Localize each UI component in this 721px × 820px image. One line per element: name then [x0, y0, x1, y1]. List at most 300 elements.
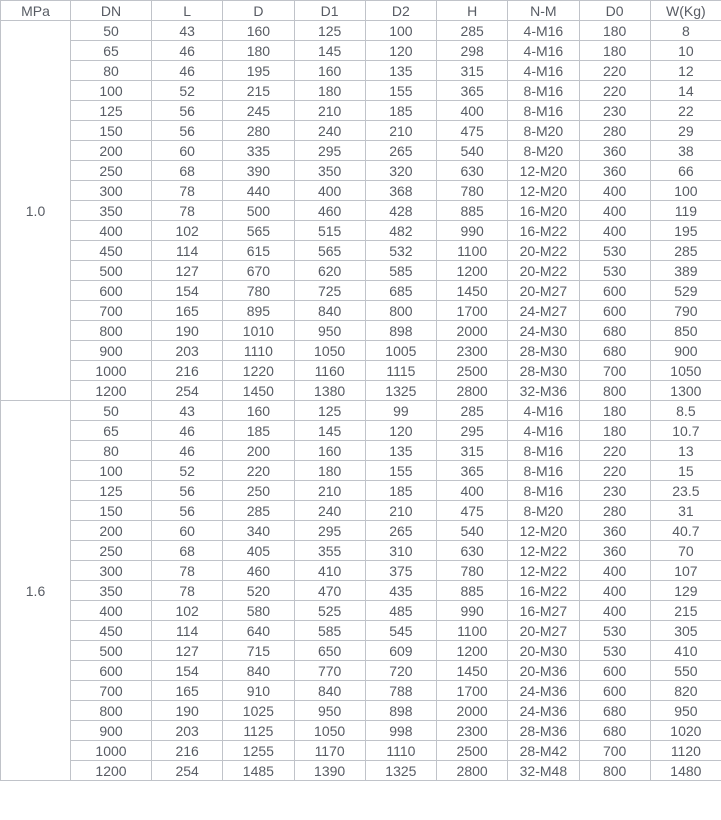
cell: 43	[152, 401, 223, 421]
cell: 8	[650, 21, 721, 41]
cell: 31	[650, 501, 721, 521]
cell: 800	[579, 381, 650, 401]
cell: 700	[579, 741, 650, 761]
cell: 185	[365, 101, 436, 121]
cell: 1005	[365, 341, 436, 361]
cell: 1050	[650, 361, 721, 381]
cell: 280	[579, 501, 650, 521]
cell: 56	[152, 101, 223, 121]
cell: 8-M20	[508, 121, 579, 141]
cell: 220	[579, 461, 650, 481]
cell: 1450	[223, 381, 294, 401]
cell: 950	[294, 321, 365, 341]
cell: 630	[437, 161, 508, 181]
cell: 1110	[365, 741, 436, 761]
cell: 250	[223, 481, 294, 501]
cell: 1000	[71, 361, 152, 381]
cell: 23.5	[650, 481, 721, 501]
cell: 375	[365, 561, 436, 581]
cell: 4-M16	[508, 61, 579, 81]
cell: 4-M16	[508, 401, 579, 421]
cell: 680	[579, 341, 650, 361]
cell: 165	[152, 681, 223, 701]
cell: 46	[152, 421, 223, 441]
cell: 12-M20	[508, 181, 579, 201]
table-row	[1, 761, 721, 781]
cell: 428	[365, 201, 436, 221]
table-row	[1, 521, 721, 541]
cell: 900	[71, 721, 152, 741]
cell: 125	[294, 401, 365, 421]
cell: 102	[152, 221, 223, 241]
cell: 298	[437, 41, 508, 61]
table-row	[1, 121, 721, 141]
cell: 80	[71, 61, 152, 81]
cell: 20-M22	[508, 261, 579, 281]
cell: 20-M27	[508, 621, 579, 641]
cell: 780	[437, 181, 508, 201]
cell: 13	[650, 441, 721, 461]
cell: 8-M16	[508, 101, 579, 121]
cell: 12-M22	[508, 561, 579, 581]
cell: 254	[152, 381, 223, 401]
column-header-nm: N-M	[508, 1, 579, 21]
cell: 210	[294, 101, 365, 121]
cell: 78	[152, 561, 223, 581]
cell: 600	[71, 281, 152, 301]
cell: 285	[437, 21, 508, 41]
cell: 700	[579, 361, 650, 381]
cell: 640	[223, 621, 294, 641]
cell: 160	[223, 21, 294, 41]
cell: 16-M27	[508, 601, 579, 621]
cell: 20-M22	[508, 241, 579, 261]
cell: 180	[579, 421, 650, 441]
cell: 24-M27	[508, 301, 579, 321]
cell: 2500	[437, 741, 508, 761]
table-row	[1, 201, 721, 221]
cell: 680	[579, 721, 650, 741]
table-row	[1, 301, 721, 321]
cell: 1200	[437, 261, 508, 281]
cell: 600	[579, 281, 650, 301]
cell: 1220	[223, 361, 294, 381]
cell: 12-M20	[508, 161, 579, 181]
table-row	[1, 81, 721, 101]
cell: 8-M20	[508, 141, 579, 161]
cell: 56	[152, 481, 223, 501]
cell: 450	[71, 241, 152, 261]
cell: 790	[650, 301, 721, 321]
table-row	[1, 221, 721, 241]
cell: 250	[71, 161, 152, 181]
table-row	[1, 681, 721, 701]
cell: 360	[579, 141, 650, 161]
cell: 840	[294, 301, 365, 321]
cell: 107	[650, 561, 721, 581]
cell: 52	[152, 81, 223, 101]
cell: 390	[223, 161, 294, 181]
cell: 365	[437, 81, 508, 101]
cell: 16-M22	[508, 581, 579, 601]
cell: 265	[365, 141, 436, 161]
cell: 78	[152, 181, 223, 201]
cell: 1125	[223, 721, 294, 741]
cell: 350	[71, 581, 152, 601]
cell: 998	[365, 721, 436, 741]
cell: 2300	[437, 721, 508, 741]
table-row	[1, 661, 721, 681]
cell: 910	[223, 681, 294, 701]
cell: 532	[365, 241, 436, 261]
cell: 700	[71, 301, 152, 321]
cell: 68	[152, 541, 223, 561]
cell: 185	[365, 481, 436, 501]
table-row	[1, 321, 721, 341]
table-row	[1, 341, 721, 361]
table-row	[1, 441, 721, 461]
cell: 1485	[223, 761, 294, 781]
cell: 2800	[437, 381, 508, 401]
cell: 630	[437, 541, 508, 561]
cell: 280	[579, 121, 650, 141]
cell: 12-M22	[508, 541, 579, 561]
cell: 265	[365, 521, 436, 541]
cell: 609	[365, 641, 436, 661]
cell: 529	[650, 281, 721, 301]
cell: 1700	[437, 301, 508, 321]
cell: 200	[71, 521, 152, 541]
cell: 180	[294, 461, 365, 481]
cell: 355	[294, 541, 365, 561]
cell: 410	[294, 561, 365, 581]
column-header-mpa: MPa	[1, 1, 71, 21]
cell: 1110	[223, 341, 294, 361]
cell: 900	[71, 341, 152, 361]
cell: 800	[71, 321, 152, 341]
cell: 1200	[437, 641, 508, 661]
column-header-d1: D1	[294, 1, 365, 21]
cell: 898	[365, 321, 436, 341]
cell: 155	[365, 461, 436, 481]
cell: 12	[650, 61, 721, 81]
cell: 125	[294, 21, 365, 41]
cell: 180	[579, 41, 650, 61]
cell: 2500	[437, 361, 508, 381]
cell: 400	[579, 181, 650, 201]
cell: 1020	[650, 721, 721, 741]
cell: 500	[223, 201, 294, 221]
cell: 10	[650, 41, 721, 61]
cell: 840	[223, 661, 294, 681]
cell: 475	[437, 121, 508, 141]
cell: 600	[71, 661, 152, 681]
cell: 310	[365, 541, 436, 561]
cell: 530	[579, 241, 650, 261]
cell: 119	[650, 201, 721, 221]
cell: 895	[223, 301, 294, 321]
cell: 885	[437, 581, 508, 601]
cell: 500	[71, 261, 152, 281]
cell: 160	[294, 61, 365, 81]
cell: 220	[579, 81, 650, 101]
cell: 28-M36	[508, 721, 579, 741]
column-header-dn: DN	[71, 1, 152, 21]
cell: 1050	[294, 721, 365, 741]
cell: 28-M30	[508, 341, 579, 361]
cell: 102	[152, 601, 223, 621]
cell: 220	[223, 461, 294, 481]
table-row	[1, 41, 721, 61]
cell: 1200	[71, 381, 152, 401]
mpa-group-label: 1.0	[1, 21, 71, 401]
column-header-d: D	[223, 1, 294, 21]
cell: 28-M42	[508, 741, 579, 761]
cell: 180	[579, 401, 650, 421]
table-row	[1, 61, 721, 81]
cell: 475	[437, 501, 508, 521]
cell: 28-M30	[508, 361, 579, 381]
cell: 530	[579, 621, 650, 641]
cell: 440	[223, 181, 294, 201]
table-row	[1, 241, 721, 261]
cell: 335	[223, 141, 294, 161]
cell: 127	[152, 261, 223, 281]
cell: 66	[650, 161, 721, 181]
cell: 46	[152, 41, 223, 61]
table-row	[1, 381, 721, 401]
cell: 14	[650, 81, 721, 101]
cell: 460	[223, 561, 294, 581]
cell: 15	[650, 461, 721, 481]
cell: 530	[579, 641, 650, 661]
cell: 410	[650, 641, 721, 661]
cell: 295	[294, 141, 365, 161]
table-row	[1, 161, 721, 181]
cell: 680	[579, 321, 650, 341]
cell: 216	[152, 741, 223, 761]
column-header-l: L	[152, 1, 223, 21]
cell: 32-M36	[508, 381, 579, 401]
cell: 898	[365, 701, 436, 721]
cell: 400	[579, 601, 650, 621]
cell: 1450	[437, 661, 508, 681]
cell: 400	[579, 561, 650, 581]
cell: 8-M16	[508, 81, 579, 101]
cell: 285	[650, 241, 721, 261]
cell: 600	[579, 301, 650, 321]
table-row	[1, 281, 721, 301]
table-row	[1, 181, 721, 201]
cell: 685	[365, 281, 436, 301]
cell: 180	[223, 41, 294, 61]
cell: 24-M36	[508, 701, 579, 721]
cell: 245	[223, 101, 294, 121]
cell: 43	[152, 21, 223, 41]
cell: 725	[294, 281, 365, 301]
cell: 295	[294, 521, 365, 541]
cell: 254	[152, 761, 223, 781]
cell: 1050	[294, 341, 365, 361]
cell: 700	[71, 681, 152, 701]
cell: 360	[579, 161, 650, 181]
column-header-wkg: W(Kg)	[650, 1, 721, 21]
cell: 125	[71, 101, 152, 121]
cell: 16-M20	[508, 201, 579, 221]
cell: 950	[650, 701, 721, 721]
cell: 22	[650, 101, 721, 121]
table-row	[1, 721, 721, 741]
table-row	[1, 421, 721, 441]
cell: 520	[223, 581, 294, 601]
cell: 135	[365, 61, 436, 81]
cell: 145	[294, 421, 365, 441]
table-row	[1, 261, 721, 281]
cell: 100	[71, 461, 152, 481]
cell: 780	[437, 561, 508, 581]
cell: 100	[365, 21, 436, 41]
cell: 60	[152, 141, 223, 161]
cell: 400	[71, 601, 152, 621]
cell: 620	[294, 261, 365, 281]
cell: 250	[71, 541, 152, 561]
cell: 585	[365, 261, 436, 281]
cell: 195	[223, 61, 294, 81]
cell: 240	[294, 501, 365, 521]
cell: 20-M36	[508, 661, 579, 681]
table-row	[1, 501, 721, 521]
cell: 1380	[294, 381, 365, 401]
cell: 500	[71, 641, 152, 661]
cell: 2800	[437, 761, 508, 781]
cell: 580	[223, 601, 294, 621]
cell: 46	[152, 441, 223, 461]
table-row	[1, 461, 721, 481]
cell: 12-M20	[508, 521, 579, 541]
cell: 20-M30	[508, 641, 579, 661]
cell: 600	[579, 661, 650, 681]
cell: 160	[294, 441, 365, 461]
cell: 315	[437, 441, 508, 461]
cell: 1390	[294, 761, 365, 781]
table-row	[1, 481, 721, 501]
cell: 190	[152, 701, 223, 721]
cell: 389	[650, 261, 721, 281]
cell: 585	[294, 621, 365, 641]
cell: 820	[650, 681, 721, 701]
cell: 680	[579, 701, 650, 721]
cell: 154	[152, 281, 223, 301]
cell: 990	[437, 601, 508, 621]
cell: 885	[437, 201, 508, 221]
cell: 305	[650, 621, 721, 641]
cell: 65	[71, 421, 152, 441]
cell: 210	[365, 121, 436, 141]
table-row	[1, 541, 721, 561]
cell: 38	[650, 141, 721, 161]
cell: 120	[365, 41, 436, 61]
cell: 770	[294, 661, 365, 681]
cell: 46	[152, 61, 223, 81]
cell: 525	[294, 601, 365, 621]
cell: 350	[294, 161, 365, 181]
table-row	[1, 641, 721, 661]
cell: 52	[152, 461, 223, 481]
cell: 800	[365, 301, 436, 321]
cell: 550	[650, 661, 721, 681]
cell: 400	[579, 201, 650, 221]
cell: 1100	[437, 621, 508, 641]
cell: 4-M16	[508, 21, 579, 41]
cell: 990	[437, 221, 508, 241]
cell: 8-M20	[508, 501, 579, 521]
table-row	[1, 101, 721, 121]
cell: 68	[152, 161, 223, 181]
cell: 800	[579, 761, 650, 781]
cell: 155	[365, 81, 436, 101]
cell: 482	[365, 221, 436, 241]
cell: 2000	[437, 321, 508, 341]
cell: 114	[152, 241, 223, 261]
cell: 100	[650, 181, 721, 201]
column-header-d0: D0	[579, 1, 650, 21]
cell: 400	[437, 481, 508, 501]
table-row	[1, 581, 721, 601]
cell: 80	[71, 441, 152, 461]
cell: 1120	[650, 741, 721, 761]
cell: 125	[71, 481, 152, 501]
cell: 200	[71, 141, 152, 161]
cell: 60	[152, 521, 223, 541]
cell: 195	[650, 221, 721, 241]
cell: 1200	[71, 761, 152, 781]
cell: 340	[223, 521, 294, 541]
cell: 1100	[437, 241, 508, 261]
cell: 180	[294, 81, 365, 101]
cell: 400	[294, 181, 365, 201]
cell: 210	[365, 501, 436, 521]
cell: 154	[152, 661, 223, 681]
cell: 460	[294, 201, 365, 221]
cell: 565	[294, 241, 365, 261]
cell: 50	[71, 21, 152, 41]
cell: 2300	[437, 341, 508, 361]
cell: 10.7	[650, 421, 721, 441]
cell: 24-M36	[508, 681, 579, 701]
cell: 8.5	[650, 401, 721, 421]
cell: 400	[579, 581, 650, 601]
cell: 565	[223, 221, 294, 241]
column-header-h: H	[437, 1, 508, 21]
cell: 215	[223, 81, 294, 101]
cell: 400	[579, 221, 650, 241]
cell: 4-M16	[508, 41, 579, 61]
cell: 8-M16	[508, 461, 579, 481]
cell: 450	[71, 621, 152, 641]
table-row	[1, 361, 721, 381]
table-row	[1, 141, 721, 161]
cell: 50	[71, 401, 152, 421]
cell: 215	[650, 601, 721, 621]
cell: 360	[579, 541, 650, 561]
cell: 100	[71, 81, 152, 101]
cell: 200	[223, 441, 294, 461]
cell: 720	[365, 661, 436, 681]
cell: 180	[579, 21, 650, 41]
cell: 150	[71, 121, 152, 141]
cell: 800	[71, 701, 152, 721]
cell: 1115	[365, 361, 436, 381]
